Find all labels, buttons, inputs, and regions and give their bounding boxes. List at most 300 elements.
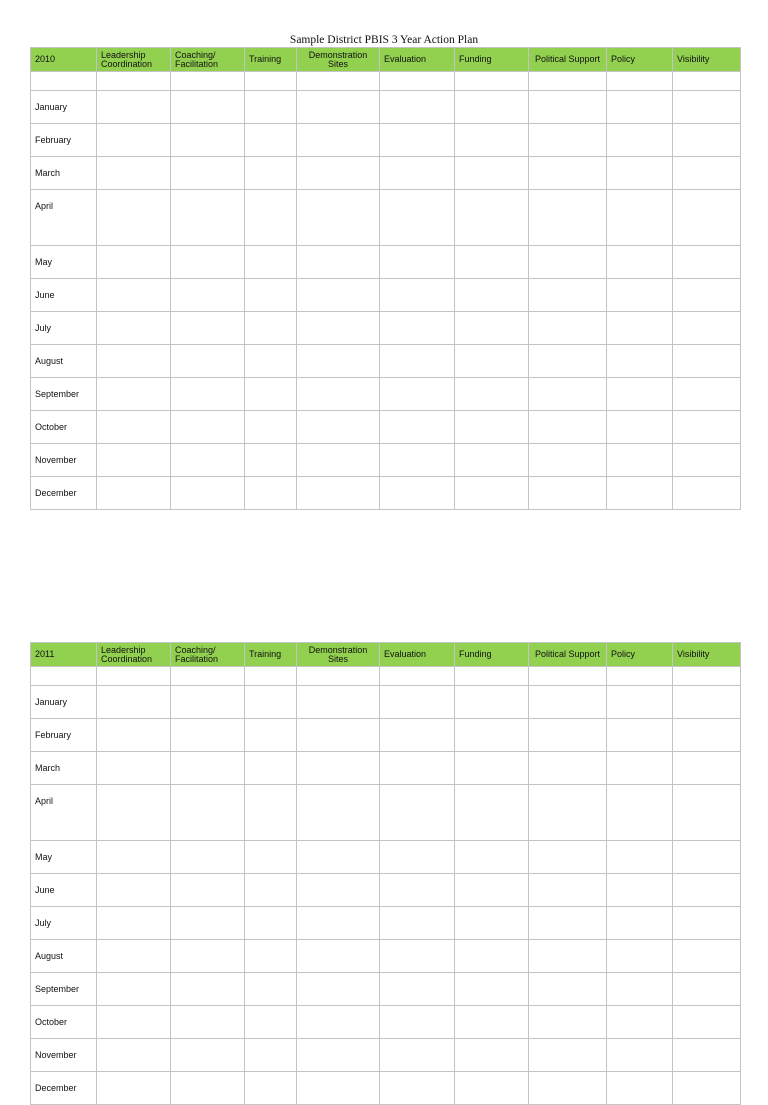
- plan-cell[interactable]: [455, 907, 529, 940]
- plan-cell[interactable]: [171, 752, 245, 785]
- table-row: [31, 686, 741, 719]
- plan-cell[interactable]: [245, 1039, 297, 1072]
- plan-cell[interactable]: [455, 719, 529, 752]
- table-row: [31, 785, 741, 841]
- plan-cell[interactable]: [245, 124, 297, 157]
- plan-cell[interactable]: [455, 841, 529, 874]
- month-label: April: [31, 785, 97, 841]
- plan-cell[interactable]: [297, 752, 380, 785]
- month-label: July: [31, 907, 97, 940]
- plan-cell[interactable]: [529, 378, 607, 411]
- plan-cell[interactable]: [297, 1006, 380, 1039]
- plan-cell[interactable]: [529, 157, 607, 190]
- table-row: [31, 1072, 741, 1105]
- plan-cell[interactable]: [673, 1006, 741, 1039]
- plan-cell[interactable]: [380, 1039, 455, 1072]
- plan-cell[interactable]: [97, 246, 171, 279]
- plan-cell[interactable]: [673, 1072, 741, 1105]
- column-header: Demonstration Sites: [297, 48, 380, 72]
- plan-cell[interactable]: [245, 973, 297, 1006]
- plan-cell[interactable]: [245, 752, 297, 785]
- plan-cell[interactable]: [673, 312, 741, 345]
- plan-cell[interactable]: [245, 91, 297, 124]
- plan-cell[interactable]: [171, 940, 245, 973]
- plan-cell[interactable]: [607, 157, 673, 190]
- plan-cell[interactable]: [607, 444, 673, 477]
- document-title: Sample District PBIS 3 Year Action Plan: [289, 34, 479, 46]
- plan-cell[interactable]: [607, 312, 673, 345]
- plan-cell[interactable]: [245, 841, 297, 874]
- plan-cell[interactable]: [455, 686, 529, 719]
- plan-cell[interactable]: [607, 719, 673, 752]
- plan-cell[interactable]: [673, 246, 741, 279]
- plan-cell[interactable]: [607, 124, 673, 157]
- plan-cell[interactable]: [455, 1039, 529, 1072]
- plan-cell[interactable]: [380, 973, 455, 1006]
- month-label: August: [31, 345, 97, 378]
- plan-cell[interactable]: [529, 345, 607, 378]
- plan-cell[interactable]: [529, 1039, 607, 1072]
- column-header: Funding: [455, 48, 529, 72]
- table-row: [31, 246, 741, 279]
- empty-cell[interactable]: [97, 72, 171, 91]
- column-header: Political Support: [529, 643, 607, 667]
- plan-cell[interactable]: [673, 190, 741, 246]
- plan-cell[interactable]: [673, 279, 741, 312]
- plan-cell[interactable]: [171, 124, 245, 157]
- plan-cell[interactable]: [455, 345, 529, 378]
- table-row: [31, 279, 741, 312]
- plan-cell[interactable]: [673, 940, 741, 973]
- plan-cell[interactable]: [171, 312, 245, 345]
- plan-cell[interactable]: [529, 1072, 607, 1105]
- plan-cell[interactable]: [245, 246, 297, 279]
- plan-cell[interactable]: [97, 785, 171, 841]
- plan-cell[interactable]: [673, 874, 741, 907]
- empty-cell[interactable]: [455, 72, 529, 91]
- table-row: [31, 91, 741, 124]
- plan-cell[interactable]: [529, 940, 607, 973]
- plan-cell[interactable]: [245, 477, 297, 510]
- table-row: [31, 190, 741, 246]
- plan-cell[interactable]: [673, 719, 741, 752]
- plan-cell[interactable]: [297, 940, 380, 973]
- empty-cell[interactable]: [673, 667, 741, 686]
- plan-cell[interactable]: [607, 246, 673, 279]
- plan-cell[interactable]: [607, 752, 673, 785]
- plan-cell[interactable]: [97, 719, 171, 752]
- plan-cell[interactable]: [529, 91, 607, 124]
- empty-cell[interactable]: [245, 72, 297, 91]
- column-header: Coaching/ Facilitation: [171, 48, 245, 72]
- plan-cell[interactable]: [455, 91, 529, 124]
- plan-cell[interactable]: [171, 719, 245, 752]
- plan-cell[interactable]: [97, 940, 171, 973]
- plan-cell[interactable]: [673, 157, 741, 190]
- plan-cell[interactable]: [380, 190, 455, 246]
- plan-cell[interactable]: [529, 973, 607, 1006]
- plan-cell[interactable]: [380, 312, 455, 345]
- plan-cell[interactable]: [455, 411, 529, 444]
- plan-cell[interactable]: [380, 719, 455, 752]
- table-row: [31, 124, 741, 157]
- plan-cell[interactable]: [607, 378, 673, 411]
- month-label: September: [31, 973, 97, 1006]
- plan-cell[interactable]: [245, 378, 297, 411]
- plan-cell[interactable]: [297, 411, 380, 444]
- plan-cell[interactable]: [380, 246, 455, 279]
- plan-cell[interactable]: [97, 124, 171, 157]
- plan-cell[interactable]: [171, 91, 245, 124]
- column-header: Policy: [607, 643, 673, 667]
- plan-cell[interactable]: [380, 477, 455, 510]
- plan-cell[interactable]: [380, 940, 455, 973]
- month-label: May: [31, 246, 97, 279]
- empty-cell[interactable]: [529, 667, 607, 686]
- month-label: January: [31, 91, 97, 124]
- plan-cell[interactable]: [607, 91, 673, 124]
- plan-cell[interactable]: [245, 157, 297, 190]
- plan-cell[interactable]: [455, 190, 529, 246]
- plan-cell[interactable]: [245, 874, 297, 907]
- plan-cell[interactable]: [171, 190, 245, 246]
- empty-cell[interactable]: [607, 667, 673, 686]
- plan-cell[interactable]: [97, 157, 171, 190]
- column-header: Visibility: [673, 48, 741, 72]
- plan-cell[interactable]: [455, 279, 529, 312]
- plan-cell[interactable]: [171, 973, 245, 1006]
- table-row: [31, 477, 741, 510]
- plan-cell[interactable]: [607, 940, 673, 973]
- plan-cell[interactable]: [97, 345, 171, 378]
- plan-cell[interactable]: [380, 124, 455, 157]
- month-label: January: [31, 686, 97, 719]
- plan-cell[interactable]: [245, 785, 297, 841]
- month-label: September: [31, 378, 97, 411]
- plan-cell[interactable]: [297, 91, 380, 124]
- table-row: [31, 444, 741, 477]
- table-row: [31, 841, 741, 874]
- plan-cell[interactable]: [529, 841, 607, 874]
- plan-cell[interactable]: [245, 1072, 297, 1105]
- plan-cell[interactable]: [97, 874, 171, 907]
- plan-cell[interactable]: [297, 246, 380, 279]
- plan-cell[interactable]: [97, 1006, 171, 1039]
- action-plan-table-2011: [30, 642, 741, 1105]
- plan-cell[interactable]: [297, 686, 380, 719]
- plan-cell[interactable]: [607, 1006, 673, 1039]
- plan-cell[interactable]: [297, 345, 380, 378]
- plan-cell[interactable]: [673, 345, 741, 378]
- plan-cell[interactable]: [245, 411, 297, 444]
- month-label: December: [31, 1072, 97, 1105]
- plan-cell[interactable]: [529, 907, 607, 940]
- empty-cell[interactable]: [297, 72, 380, 91]
- plan-cell[interactable]: [380, 279, 455, 312]
- table-row: [31, 719, 741, 752]
- plan-cell[interactable]: [673, 378, 741, 411]
- plan-cell[interactable]: [171, 1072, 245, 1105]
- plan-cell[interactable]: [297, 1039, 380, 1072]
- empty-cell[interactable]: [380, 72, 455, 91]
- plan-cell[interactable]: [455, 1006, 529, 1039]
- blank-row: [31, 72, 741, 91]
- plan-cell[interactable]: [97, 686, 171, 719]
- plan-cell[interactable]: [97, 841, 171, 874]
- plan-cell[interactable]: [297, 477, 380, 510]
- empty-cell[interactable]: [380, 667, 455, 686]
- plan-cell[interactable]: [529, 190, 607, 246]
- plan-cell[interactable]: [97, 312, 171, 345]
- plan-cell[interactable]: [529, 686, 607, 719]
- plan-cell[interactable]: [380, 874, 455, 907]
- plan-cell[interactable]: [297, 444, 380, 477]
- month-label: February: [31, 719, 97, 752]
- plan-cell[interactable]: [673, 1039, 741, 1072]
- plan-cell[interactable]: [97, 973, 171, 1006]
- plan-cell[interactable]: [380, 785, 455, 841]
- plan-cell[interactable]: [607, 973, 673, 1006]
- plan-cell[interactable]: [529, 1006, 607, 1039]
- plan-cell[interactable]: [171, 686, 245, 719]
- table-row: [31, 752, 741, 785]
- plan-cell[interactable]: [171, 785, 245, 841]
- plan-cell[interactable]: [607, 477, 673, 510]
- plan-cell[interactable]: [380, 1072, 455, 1105]
- plan-cell[interactable]: [97, 907, 171, 940]
- empty-cell[interactable]: [297, 667, 380, 686]
- plan-cell[interactable]: [97, 378, 171, 411]
- plan-cell[interactable]: [455, 752, 529, 785]
- empty-cell[interactable]: [31, 72, 97, 91]
- plan-cell[interactable]: [607, 345, 673, 378]
- year-header: 2011: [31, 643, 97, 667]
- plan-cell[interactable]: [607, 1039, 673, 1072]
- table-row: [31, 345, 741, 378]
- plan-cell[interactable]: [97, 444, 171, 477]
- plan-cell[interactable]: [607, 190, 673, 246]
- plan-cell[interactable]: [297, 874, 380, 907]
- header-row: [31, 643, 741, 667]
- blank-row: [31, 667, 741, 686]
- plan-cell[interactable]: [455, 444, 529, 477]
- plan-cell[interactable]: [529, 279, 607, 312]
- plan-cell[interactable]: [171, 1006, 245, 1039]
- plan-cell[interactable]: [171, 246, 245, 279]
- table-row: [31, 411, 741, 444]
- action-plan-table-2010: [30, 47, 741, 510]
- plan-cell[interactable]: [171, 345, 245, 378]
- plan-cell[interactable]: [297, 785, 380, 841]
- plan-cell[interactable]: [97, 411, 171, 444]
- plan-cell[interactable]: [455, 785, 529, 841]
- table-row: [31, 1006, 741, 1039]
- plan-cell[interactable]: [97, 1039, 171, 1072]
- plan-cell[interactable]: [607, 1072, 673, 1105]
- plan-cell[interactable]: [673, 91, 741, 124]
- table-row: [31, 874, 741, 907]
- plan-cell[interactable]: [297, 1072, 380, 1105]
- plan-cell[interactable]: [297, 124, 380, 157]
- column-header: Political Support: [529, 48, 607, 72]
- plan-cell[interactable]: [245, 686, 297, 719]
- plan-cell[interactable]: [455, 157, 529, 190]
- plan-cell[interactable]: [673, 411, 741, 444]
- plan-cell[interactable]: [245, 1006, 297, 1039]
- plan-cell[interactable]: [673, 477, 741, 510]
- plan-cell[interactable]: [297, 907, 380, 940]
- plan-cell[interactable]: [380, 378, 455, 411]
- plan-cell[interactable]: [455, 874, 529, 907]
- plan-cell[interactable]: [297, 279, 380, 312]
- table-row: [31, 1039, 741, 1072]
- plan-cell[interactable]: [97, 752, 171, 785]
- plan-cell[interactable]: [455, 940, 529, 973]
- plan-cell[interactable]: [171, 874, 245, 907]
- plan-cell[interactable]: [171, 378, 245, 411]
- plan-cell[interactable]: [297, 841, 380, 874]
- plan-cell[interactable]: [380, 907, 455, 940]
- plan-cell[interactable]: [171, 477, 245, 510]
- plan-cell[interactable]: [455, 1072, 529, 1105]
- plan-cell[interactable]: [529, 752, 607, 785]
- plan-cell[interactable]: [380, 752, 455, 785]
- plan-cell[interactable]: [245, 312, 297, 345]
- plan-cell[interactable]: [380, 157, 455, 190]
- plan-cell[interactable]: [171, 907, 245, 940]
- month-label: December: [31, 477, 97, 510]
- plan-cell[interactable]: [380, 411, 455, 444]
- month-label: August: [31, 940, 97, 973]
- plan-cell[interactable]: [607, 907, 673, 940]
- plan-cell[interactable]: [673, 444, 741, 477]
- plan-cell[interactable]: [97, 1072, 171, 1105]
- empty-cell[interactable]: [171, 72, 245, 91]
- plan-cell[interactable]: [529, 312, 607, 345]
- empty-cell[interactable]: [673, 72, 741, 91]
- plan-cell[interactable]: [297, 378, 380, 411]
- plan-cell[interactable]: [97, 190, 171, 246]
- plan-cell[interactable]: [607, 686, 673, 719]
- empty-cell[interactable]: [529, 72, 607, 91]
- plan-cell[interactable]: [529, 874, 607, 907]
- column-header: Leadership Coordination: [97, 48, 171, 72]
- plan-cell[interactable]: [529, 477, 607, 510]
- plan-cell[interactable]: [245, 907, 297, 940]
- plan-cell[interactable]: [673, 841, 741, 874]
- plan-cell[interactable]: [607, 874, 673, 907]
- plan-cell[interactable]: [673, 124, 741, 157]
- plan-cell[interactable]: [380, 1006, 455, 1039]
- empty-cell[interactable]: [245, 667, 297, 686]
- plan-cell[interactable]: [171, 411, 245, 444]
- table-row: [31, 907, 741, 940]
- plan-cell[interactable]: [171, 279, 245, 312]
- column-header: Coaching/ Facilitation: [171, 643, 245, 667]
- empty-cell[interactable]: [455, 667, 529, 686]
- plan-cell[interactable]: [380, 444, 455, 477]
- plan-cell[interactable]: [455, 477, 529, 510]
- plan-cell[interactable]: [455, 124, 529, 157]
- empty-cell[interactable]: [171, 667, 245, 686]
- year-header: 2010: [31, 48, 97, 72]
- table-row: [31, 312, 741, 345]
- plan-cell[interactable]: [245, 444, 297, 477]
- month-label: March: [31, 752, 97, 785]
- empty-cell[interactable]: [607, 72, 673, 91]
- month-label: June: [31, 279, 97, 312]
- plan-cell[interactable]: [380, 841, 455, 874]
- plan-cell[interactable]: [297, 973, 380, 1006]
- plan-cell[interactable]: [297, 157, 380, 190]
- plan-cell[interactable]: [529, 411, 607, 444]
- plan-cell[interactable]: [455, 312, 529, 345]
- month-label: April: [31, 190, 97, 246]
- column-header: Policy: [607, 48, 673, 72]
- plan-cell[interactable]: [297, 719, 380, 752]
- column-header: Visibility: [673, 643, 741, 667]
- column-header: Demonstration Sites: [297, 643, 380, 667]
- plan-cell[interactable]: [380, 686, 455, 719]
- column-header: Evaluation: [380, 48, 455, 72]
- plan-cell[interactable]: [607, 411, 673, 444]
- empty-cell[interactable]: [31, 667, 97, 686]
- plan-cell[interactable]: [607, 841, 673, 874]
- plan-cell[interactable]: [529, 444, 607, 477]
- plan-cell[interactable]: [245, 345, 297, 378]
- table-row: [31, 378, 741, 411]
- column-header: Training: [245, 48, 297, 72]
- table-row: [31, 157, 741, 190]
- empty-cell[interactable]: [97, 667, 171, 686]
- column-header: Training: [245, 643, 297, 667]
- plan-cell[interactable]: [673, 752, 741, 785]
- month-label: November: [31, 1039, 97, 1072]
- plan-cell[interactable]: [673, 907, 741, 940]
- plan-cell[interactable]: [97, 477, 171, 510]
- plan-cell[interactable]: [673, 785, 741, 841]
- plan-cell[interactable]: [171, 1039, 245, 1072]
- plan-cell[interactable]: [245, 190, 297, 246]
- plan-cell[interactable]: [529, 124, 607, 157]
- plan-cell[interactable]: [673, 973, 741, 1006]
- plan-cell[interactable]: [171, 444, 245, 477]
- plan-cell[interactable]: [607, 785, 673, 841]
- plan-cell[interactable]: [607, 279, 673, 312]
- plan-cell[interactable]: [97, 279, 171, 312]
- plan-cell[interactable]: [245, 940, 297, 973]
- plan-cell[interactable]: [171, 841, 245, 874]
- plan-cell[interactable]: [245, 719, 297, 752]
- plan-cell[interactable]: [455, 973, 529, 1006]
- plan-cell[interactable]: [673, 686, 741, 719]
- plan-cell[interactable]: [529, 785, 607, 841]
- plan-cell[interactable]: [455, 378, 529, 411]
- plan-cell[interactable]: [529, 719, 607, 752]
- month-label: February: [31, 124, 97, 157]
- plan-cell[interactable]: [380, 91, 455, 124]
- plan-cell[interactable]: [297, 190, 380, 246]
- column-header: Funding: [455, 643, 529, 667]
- plan-cell[interactable]: [380, 345, 455, 378]
- plan-cell[interactable]: [171, 157, 245, 190]
- plan-cell[interactable]: [297, 312, 380, 345]
- plan-cell[interactable]: [455, 246, 529, 279]
- plan-cell[interactable]: [245, 279, 297, 312]
- month-label: October: [31, 411, 97, 444]
- plan-cell[interactable]: [97, 91, 171, 124]
- plan-cell[interactable]: [529, 246, 607, 279]
